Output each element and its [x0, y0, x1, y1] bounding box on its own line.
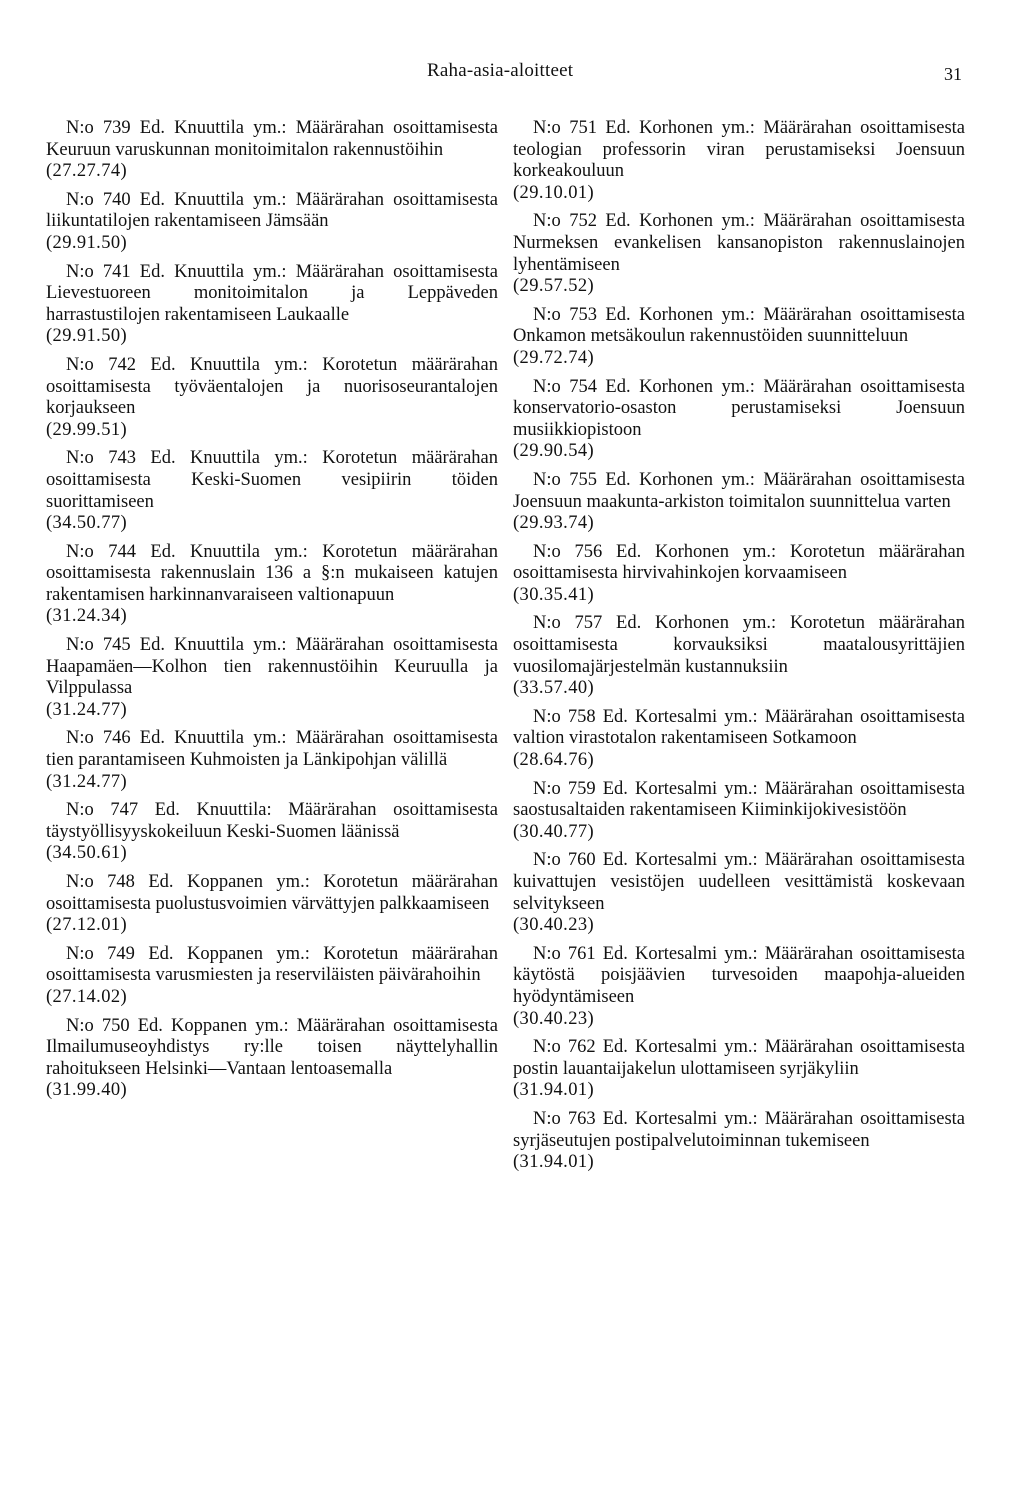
entry-title: N:o 756 Ed. Korhonen ym.: Korotetun määrärahan osoittamisesta hirvivahinkojen korvaamiseen [513, 541, 965, 584]
budget-code: (29.10.01) [513, 182, 595, 203]
entry-title: N:o 750 Ed. Koppanen ym.: Määrärahan osoittamisesta Ilmailumuseoyhdistys ry:lle toisen näyttelyhallin rahoitukseen Helsinki—Vantaan lentoasemalla [46, 1015, 498, 1079]
entry-title: N:o 758 Ed. Kortesalmi ym.: Määrärahan osoittamisesta valtion virastotalon rakentamiseen Sotkamoon [513, 706, 965, 749]
entry-title: N:o 739 Ed. Knuuttila ym.: Määrärahan osoittamisesta Keuruun varuskunnan monitoimitalon rakennustöihin [46, 118, 498, 160]
entry-title: N:o 749 Ed. Koppanen ym.: Korotetun määrärahan osoittamisesta varusmiesten ja reserviläisten päivärahoihin [46, 943, 498, 986]
budget-code: (29.90.54) [513, 441, 595, 462]
budget-code: (27.12.01) [46, 915, 128, 936]
budget-code: (28.64.76) [513, 750, 595, 771]
entry-title: N:o 754 Ed. Korhonen ym.: Määrärahan osoittamisesta konservatorio-osaston perustamiseksi Joensuun musiikkiopistoon [513, 376, 965, 440]
list-item [46, 355, 498, 441]
entry-title: N:o 741 Ed. Knuuttila ym.: Määrärahan osoittamisesta Lievestuoreen monitoimitalon ja Leppäveden harrastustilojen rakentamiseen Laukaalle [46, 261, 498, 325]
list-item [46, 872, 498, 937]
list-item [46, 635, 498, 721]
list-item [46, 262, 498, 348]
entry-title: N:o 760 Ed. Kortesalmi ym.: Määrärahan osoittamisesta kuivattujen vesistöjen uudelleen vesittämistä koskevaan selvitykseen [513, 850, 965, 914]
entry-title: N:o 755 Ed. Korhonen ym.: Määrärahan osoittamisesta Joensuun maakunta-arkiston toimitalon suunnittelua varten [513, 469, 965, 512]
list-item [513, 211, 965, 297]
entry-title: N:o 746 Ed. Knuuttila ym.: Määrärahan osoittamisesta tien parantamiseen Kuhmoisten ja Länkipohjan välillä [46, 728, 498, 771]
budget-code: (29.91.50) [46, 326, 128, 347]
budget-code: (30.40.77) [513, 821, 595, 842]
list-item [46, 542, 498, 628]
budget-code: (27.27.74) [46, 161, 128, 182]
entry-title: N:o 744 Ed. Knuuttila ym.: Korotetun määrärahan osoittamisesta rakennuslain 136 a §:n mukaiseen katujen rakentamisen harkinnanvaraiseen valtionapuun [46, 541, 498, 605]
entry-title: N:o 740 Ed. Knuuttila ym.: Määrärahan osoittamisesta liikuntatilojen rakentamiseen Jämsään [46, 189, 498, 232]
list-item [513, 542, 965, 607]
entry-title: N:o 743 Ed. Knuuttila ym.: Korotetun määrärahan osoittamisesta Keski-Suomen vesipiirin töiden suorittamiseen [46, 448, 498, 512]
entry-title: N:o 748 Ed. Koppanen ym.: Korotetun määrärahan osoittamisesta puolustusvoimien värvättyjen palkkaamiseen [46, 872, 498, 914]
budget-code: (30.40.23) [513, 1008, 595, 1029]
budget-code: (34.50.77) [46, 513, 128, 534]
list-item [46, 728, 498, 793]
budget-code: (31.24.77) [46, 699, 128, 720]
budget-code: (29.99.51) [46, 419, 128, 440]
list-item [46, 944, 498, 1009]
budget-code: (31.94.01) [513, 1080, 595, 1101]
entry-title: N:o 752 Ed. Korhonen ym.: Määrärahan osoittamisesta Nurmeksen evankelisen kansanopiston rakennuslainojen lyhentämiseen [513, 211, 965, 275]
budget-code: (29.91.50) [46, 232, 128, 253]
list-item [513, 377, 965, 463]
list-item [513, 944, 965, 1030]
entry-title: N:o 757 Ed. Korhonen ym.: Korotetun määrärahan osoittamisesta korvauksiksi maatalousyrittäjien vuosilomajärjestelmän kustannuksiin [513, 613, 965, 677]
list-item [513, 1109, 965, 1174]
budget-code: (29.57.52) [513, 276, 595, 297]
entry-title: N:o 753 Ed. Korhonen ym.: Määrärahan osoittamisesta Onkamon metsäkoulun rakennustöiden suunnitteluun [513, 304, 965, 347]
budget-code: (31.24.34) [46, 606, 128, 627]
list-item [46, 118, 498, 183]
entry-title: N:o 763 Ed. Kortesalmi ym.: Määrärahan osoittamisesta syrjäseutujen postipalvelutoiminnan tukemiseen [513, 1108, 965, 1151]
list-item [513, 850, 965, 936]
list-item [46, 800, 498, 865]
budget-code: (34.50.61) [46, 843, 128, 864]
entry-title: N:o 747 Ed. Knuuttila: Määrärahan osoittamisesta täystyöllisyyskokeiluun Keski-Suomen läänissä [46, 800, 498, 842]
entry-title: N:o 751 Ed. Korhonen ym.: Määrärahan osoittamisesta teologian professorin viran perustamiseksi Joensuun korkeakouluun [513, 118, 965, 182]
entry-title: N:o 759 Ed. Kortesalmi ym.: Määrärahan osoittamisesta saostusaltaiden rakentamiseen Kiiminkijokivesistöön [513, 778, 965, 821]
left-column [46, 118, 498, 1109]
list-item [46, 190, 498, 255]
page-header [0, 60, 1024, 90]
right-column [513, 118, 965, 1181]
page-number: 31 [944, 64, 962, 84]
budget-code: (30.35.41) [513, 584, 595, 605]
budget-code: (31.99.40) [46, 1080, 128, 1101]
budget-code: (29.93.74) [513, 513, 595, 534]
budget-code: (30.40.23) [513, 915, 595, 936]
budget-code: (31.94.01) [513, 1152, 595, 1173]
list-item [46, 1016, 498, 1102]
list-item [513, 305, 965, 370]
entry-title: N:o 761 Ed. Kortesalmi ym.: Määrärahan osoittamisesta käytöstä poisjäävien turvesoiden maapohja-alueiden hyödyntämiseen [513, 943, 965, 1007]
entry-title: N:o 745 Ed. Knuuttila ym.: Määrärahan osoittamisesta Haapamäen—Kolhon tien rakennustöihin Keuruulla ja Vilppulassa [46, 635, 498, 699]
entry-title: N:o 762 Ed. Kortesalmi ym.: Määrärahan osoittamisesta postin lauantaijakelun ulottamiseen syrjäkyliin [513, 1037, 965, 1079]
list-item [46, 448, 498, 534]
entry-title: N:o 742 Ed. Knuuttila ym.: Korotetun määrärahan osoittamisesta työväentalojen ja nuorisoseurantalojen korjaukseen [46, 354, 498, 419]
list-item [513, 118, 965, 204]
list-item [513, 470, 965, 535]
running-title: Raha-asia-aloitteet [427, 60, 574, 81]
list-item [513, 613, 965, 699]
budget-code: (27.14.02) [46, 986, 128, 1007]
list-item [513, 707, 965, 772]
list-item [513, 1037, 965, 1102]
budget-code: (29.72.74) [513, 347, 595, 368]
budget-code: (31.24.77) [46, 771, 128, 792]
list-item [513, 779, 965, 844]
budget-code: (33.57.40) [513, 678, 595, 699]
